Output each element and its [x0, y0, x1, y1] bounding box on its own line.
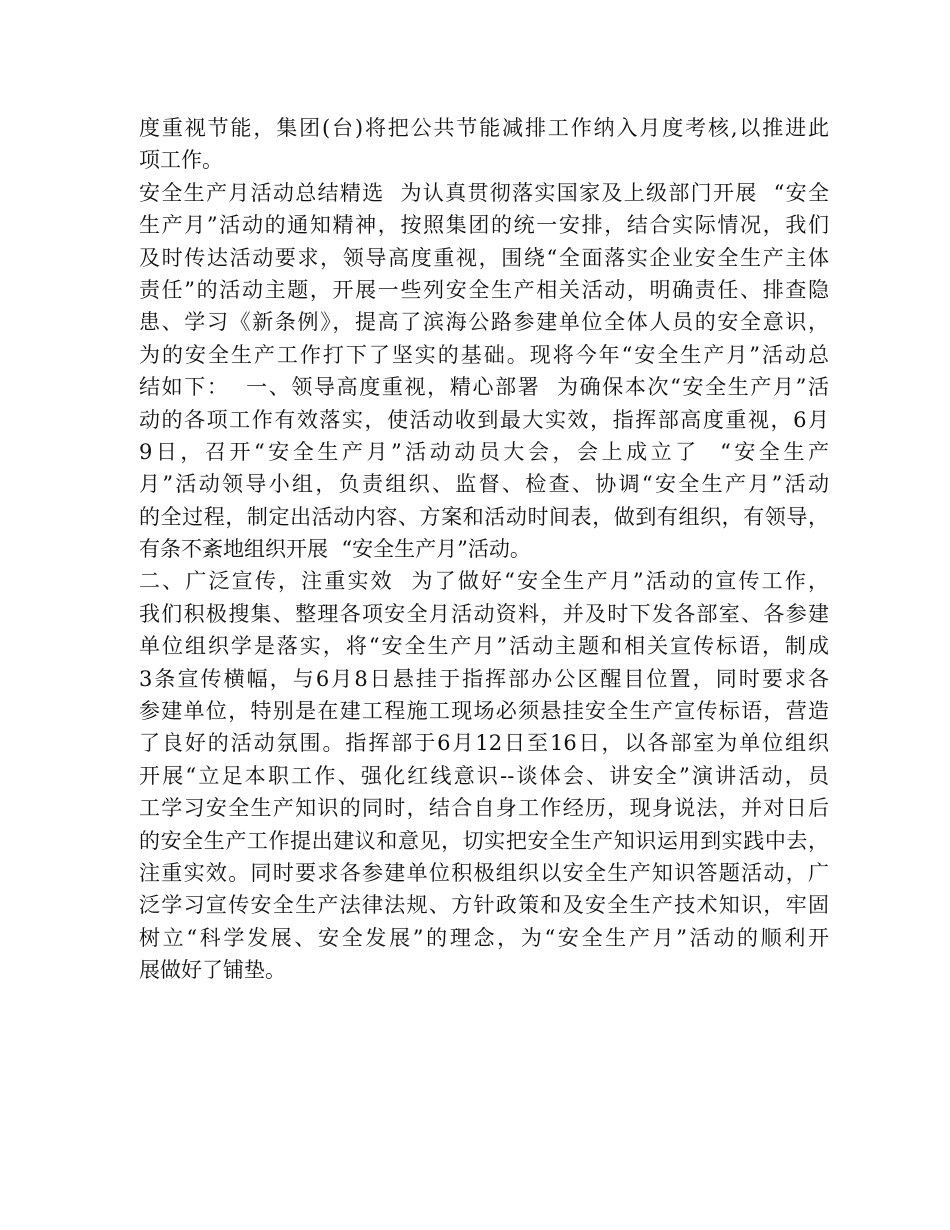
text-line: 患、学习《新条例》，提高了滨海公路参建单位全体人员的安全意识， — [139, 310, 829, 335]
text-line: 责任”的活动主题，开展一些列安全生产相关活动，明确责任、排查隐 — [139, 277, 829, 302]
text-line: 9日，召开“安全生产月”活动动员大会，会上成立了 “安全生产 — [139, 439, 829, 464]
text-line: 安全生产月活动总结精选 为认真贯彻落实国家及上级部门开展 “安全 — [139, 180, 829, 205]
text-line: 单位组织学是落实，将“安全生产月”活动主题和相关宣传标语，制成 — [139, 634, 829, 659]
text-line: 3条宣传横幅，与6月8日悬挂于指挥部办公区醒目位置，同时要求各 — [139, 666, 829, 691]
text-line: 项工作。 — [139, 148, 223, 173]
text-line: 为的安全生产工作打下了坚实的基础。现将今年“安全生产月”活动总 — [139, 342, 829, 367]
text-line: 的安全生产工作提出建议和意见，切实把安全生产知识运用到实践中去， — [139, 828, 829, 853]
text-line: 生产月”活动的通知精神，按照集团的统一安排，结合实际情况，我们 — [139, 213, 829, 238]
text-line: 工学习安全生产知识的同时，结合自身工作经历，现身说法，并对日后 — [139, 796, 829, 821]
text-line: 的全过程，制定出活动内容、方案和活动时间表，做到有组织，有领导， — [139, 504, 829, 529]
text-line: 有条不紊地组织开展 “安全生产月”活动。 — [139, 537, 531, 562]
text-line: 度重视节能，集团(台)将把公共节能减排工作纳入月度考核,以推进此 — [139, 116, 829, 140]
text-line: 我们积极搜集、整理各项安全月活动资料，并及时下发各部室、各参建 — [139, 601, 829, 626]
text-line: 月”活动领导小组，负责组织、监督、检查、协调“安全生产月”活动 — [139, 472, 829, 497]
text-line: 结如下： 一、领导高度重视，精心部署 为确保本次“安全生产月”活 — [139, 375, 829, 400]
text-line: 二、广泛宣传，注重实效 为了做好“安全生产月”活动的宣传工作， — [139, 569, 829, 594]
body-text — [139, 112, 829, 987]
text-line: 泛学习宣传安全生产法律法规、方针政策和及安全生产技术知识，牢固 — [139, 893, 829, 918]
text-line: 开展“立足本职工作、强化红线意识--谈体会、讲安全”演讲活动，员 — [139, 763, 829, 788]
text-line: 动的各项工作有效落实，使活动收到最大实效，指挥部高度重视，6月 — [139, 407, 829, 432]
text-line: 及时传达活动要求，领导高度重视，围绕“全面落实企业安全生产主体 — [139, 245, 829, 270]
text-line: 树立“科学发展、安全发展”的理念，为“安全生产月”活动的顺利开 — [139, 925, 829, 950]
text-line: 了良好的活动氛围。指挥部于6月12日至16日，以各部室为单位组织 — [139, 731, 829, 756]
text-line: 展做好了铺垫。 — [139, 958, 286, 983]
text-line: 注重实效。同时要求各参建单位积极组织以安全生产知识答题活动，广 — [139, 860, 829, 885]
text-line: 参建单位，特别是在建工程施工现场必须悬挂安全生产宣传标语，营造 — [139, 699, 829, 724]
